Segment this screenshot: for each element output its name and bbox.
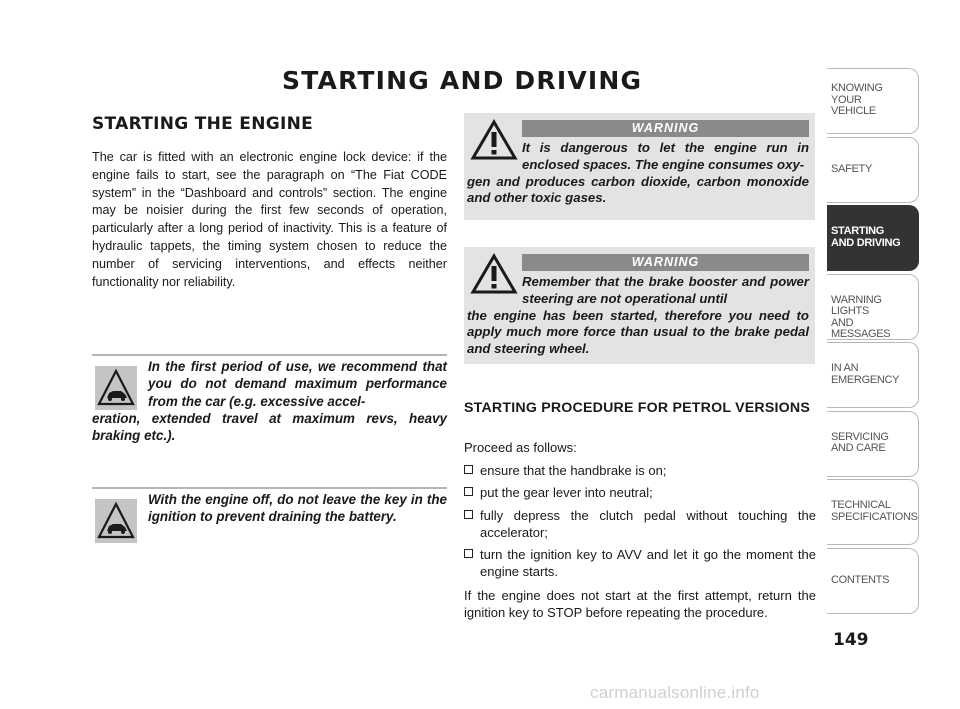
- car-note-icon: [95, 366, 137, 410]
- section-tabs: [827, 68, 919, 616]
- warning-label: WARNING: [522, 120, 809, 137]
- note-first-period: [92, 354, 447, 444]
- procedure-heading: STARTING PROCEDURE FOR PETROL VERSIONS: [464, 400, 811, 416]
- note-key-ignition: [92, 487, 447, 526]
- checkbox-bullet-icon: [464, 549, 473, 558]
- section-title: STARTING AND DRIVING: [282, 66, 643, 95]
- watermark: carmanualsonline.info: [590, 683, 760, 702]
- tab-emergency[interactable]: IN AN EMERGENCY: [827, 342, 919, 408]
- warning-1-lead: It is dangerous to let the engine run in enclosed spaces. The engine consumes oxy-: [522, 140, 809, 172]
- intro-paragraph: The car is fitted with an electronic engine lock device: if the engine fails to start, see the paragraph on “The Fiat CODE system” in the “Dashboard and controls” section. The engine may be noisier during the first few seconds of operation, particularly after a long period of inactivity. This is a feature of hydraulic tappets, the timing system chosen to reduce the number of servicing interventions, and effects neither functionality nor reliability.: [92, 150, 447, 289]
- tab-technical-specifications[interactable]: TECHNICAL SPECIFICATIONS: [827, 479, 919, 545]
- list-item: fully depress the clutch pedal without touching the accelerator;: [464, 507, 816, 542]
- page-number: 149: [833, 630, 869, 650]
- warning-box-enclosed-spaces: [464, 113, 815, 220]
- warning-box-brake-booster: [464, 247, 815, 364]
- note-1-rest: eration, extended travel at maximum revs, heavy braking etc.).: [92, 410, 447, 444]
- procedure-intro: Proceed as follows:: [464, 440, 577, 455]
- warning-1-rest: gen and produces carbon dioxide, carbon monoxide and other toxic gases.: [467, 173, 809, 206]
- note-2-lead: With the engine off, do not leave the key in the ignition to prevent draining the battery.: [148, 492, 447, 525]
- procedure-outro: If the engine does not start at the first attempt, return the ignition key to STOP before repeating the procedure.: [464, 588, 816, 621]
- tab-starting-and-driving[interactable]: STARTING AND DRIVING: [827, 205, 919, 271]
- checkbox-bullet-icon: [464, 510, 473, 519]
- list-item: ensure that the handbrake is on;: [464, 462, 816, 479]
- tab-knowing-your-vehicle[interactable]: KNOWING YOUR VEHICLE: [827, 68, 919, 134]
- note-1-lead: In the first period of use, we recommend that you do not demand maximum performance from the car (e.g. excessive accel-: [148, 359, 447, 409]
- warning-2-lead: Remember that the brake booster and power steering are not operational until: [522, 274, 809, 306]
- heading-starting-engine: STARTING THE ENGINE: [92, 114, 314, 134]
- checkbox-bullet-icon: [464, 487, 473, 496]
- tab-contents[interactable]: CONTENTS: [827, 548, 919, 614]
- tab-safety[interactable]: SAFETY: [827, 137, 919, 203]
- tab-servicing-and-care[interactable]: SERVICING AND CARE: [827, 411, 919, 477]
- checkbox-bullet-icon: [464, 465, 473, 474]
- car-note-icon: [95, 499, 137, 543]
- procedure-steps: [464, 462, 816, 586]
- list-item: put the gear lever into neutral;: [464, 484, 816, 501]
- warning-2-rest: the engine has been started, therefore you need to apply much more force than usual to the brake pedal and steering wheel.: [467, 307, 809, 357]
- warning-label: WARNING: [522, 254, 809, 271]
- list-item: turn the ignition key to AVV and let it go the moment the engine starts.: [464, 546, 816, 581]
- tab-warning-lights[interactable]: WARNING LIGHTS AND MESSAGES: [827, 274, 919, 340]
